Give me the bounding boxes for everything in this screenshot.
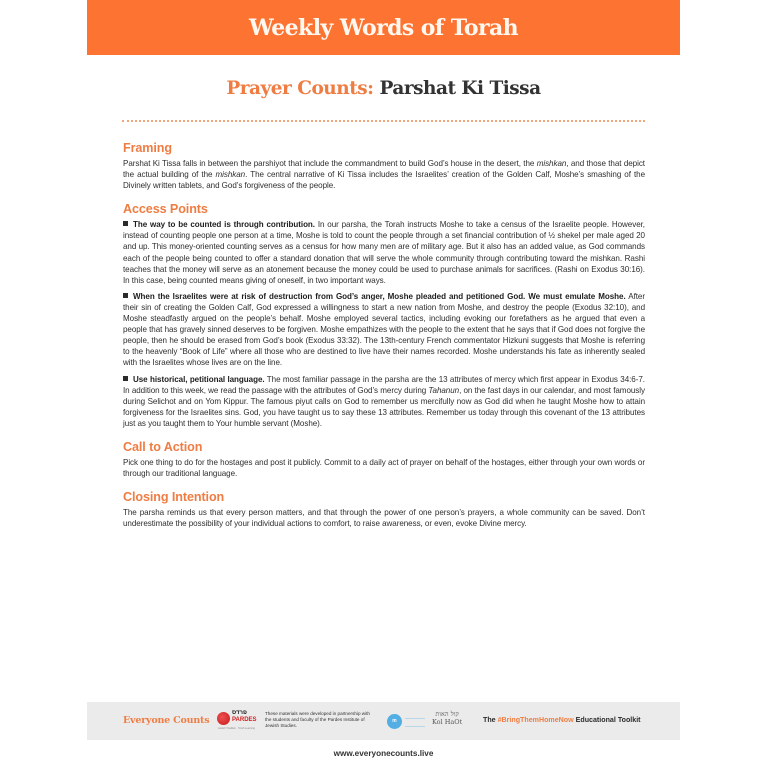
access-point-text: After their sin of creating the Golden Calf, God expressed a willingness to start a new nation from Moshe, and destroy the people (Exodus 32:10), and Moshe steadfastly argued on the people’s behalf. Moshe employed several tactics, including evoking our forefathers as he argued that even a people that has gravely sinned deserves to be forgiven. Moshe empathizes with the people to the extent that he says that if God does not forgive the people, then he should be erased from God’s book (Exodus 33:32). The 13th-century French commentator Hizkuni suggests that Moshe is referring to the heavenly “Book of Life” where all those who are destined to live have their names recorded. Moshe understands his fate as inherently sealed with the Israelites whose lives are on the line. [123,291,645,368]
section-heading: Access Points [123,202,208,217]
section-heading: Call to Action [123,439,203,454]
toolkit-hashtag: #BringThemHomeNow [497,716,574,724]
kol-haot-hebrew: קול האות [435,710,459,718]
footer-brand: Everyone Counts [123,715,210,726]
access-point-lead: Use historical, petitional language. [133,374,265,384]
closing-intention-paragraph: The parsha reminds us that every person matters, and that through the power of one person’s prayers, a whole community can be saved. Don’t underestimate the possibility of your individual actions to comfort, to raise awareness, or even, evoke Divine mercy. [123,508,645,529]
access-point-text: The most familiar passage in the parsha are the 13 attributes of mercy which first appear in Exodus 34:6-7. In addition to this week, we read the passage with the attributes of God’s mercy during [123,374,645,395]
document-body [123,141,645,540]
toolkit-suffix: Educational Toolkit [573,716,641,724]
section-heading: Closing Intention [123,490,225,505]
call-to-action-paragraph: Pick one thing to do for the hostages and post it publicly. Commit to a daily act of prayer on behalf of the hostages, either through your own words or through our traditional language. [123,457,645,479]
text-run: Parshat Ki Tissa falls in between the parshiyot that include the commandment to build God’s house in the desert, the [123,159,537,168]
kol-haot-logo [432,710,462,726]
text-run: , and those that depict the actual building of the [123,159,645,180]
document-title-parsha: Parshat Ki Tissa [373,78,541,99]
header-bar [87,0,680,55]
section-call-to-action [123,440,645,479]
square-bullet-icon [123,376,128,381]
partnership-note: These materials were developed in partnership with the students and faculty of the Pardes Institute of Jewish Studies. [265,711,370,728]
pardes-wordmark: PARDES [232,717,257,723]
square-bullet-icon [123,221,128,226]
website-link[interactable]: www.everyonecounts.live [333,749,434,758]
square-bullet-icon [123,293,128,298]
toolkit-label [483,716,641,724]
framing-paragraph [123,158,645,191]
access-point-text: , on the fast days in our calendar, and most famously during Selichot and on Yom Kippur. The famous piyut calls on God to remember us mercifully now as God did when he taught Moshe how to attain forgiveness for the Israelites sins. God, you have taught us to say these 13 attributes. Remember us today through this covenant of the 13 attributes just as you taught them to Your humble servant (Moshe). [123,385,645,428]
access-point-text: In our parsha, the Torah instructs Moshe to take a census of the Israelite people. However, instead of counting people one person at a time, Moshe is told to count the people through a set financial contribution of ½ shekel per male aged 20 and up. This money-oriented counting serves as a census for how many men are of military age. But it also has an added value, as God commands each of the people being counted to offer a standard donation that will serve the whole community through contributing toward the mishkan. Rashi teaches that the money will serve as an atonement because the money could be used to purchase animals for sacrifices. (Rashi on Exodus 30:16). In this case, being counted means giving of oneself, in two important ways. [123,220,645,285]
access-point-item [123,374,645,429]
access-point-lead: When the Israelites were at risk of destruction from God’s anger, Moshe pleaded and petitioned God. We must emulate Moshe. [133,291,626,301]
italic-term: mishkan [536,159,567,168]
section-heading: Framing [123,141,172,155]
partner-logo [387,712,427,732]
pomegranate-icon [217,712,230,725]
access-point-lead: The way to be counted is through contribution. [133,220,315,230]
section-access-points [123,202,645,429]
italic-term: mishkan [215,170,246,180]
access-point-item [123,219,645,286]
toolkit-prefix: The [483,716,498,724]
kol-haot-latin: Kol HaOt [432,718,463,726]
section-framing [123,141,645,191]
text-run: . The central narrative of Ki Tissa includes the Israelites’ creation of the Golden Calf, Moshe’s smashing of the Divinely written tablets, and God’s forgiveness of the people. [123,170,646,191]
access-point-item [123,291,645,369]
partner-circle-icon: m [387,714,402,729]
dotted-divider [122,120,645,122]
partner-wordmark-lines [405,718,425,727]
pardes-hebrew-wordmark: פרדס [232,710,247,716]
pardes-logo [215,710,259,732]
document-title [87,78,680,99]
section-closing-intention [123,490,645,529]
pardes-tagline: Jewish Tradition · Torah Learning [218,727,255,730]
document-title-accent: Prayer Counts: [226,78,374,99]
italic-term: Tahanun [428,385,460,395]
footer-bar [87,702,680,740]
header-title: Weekly Words of Torah [248,14,519,41]
